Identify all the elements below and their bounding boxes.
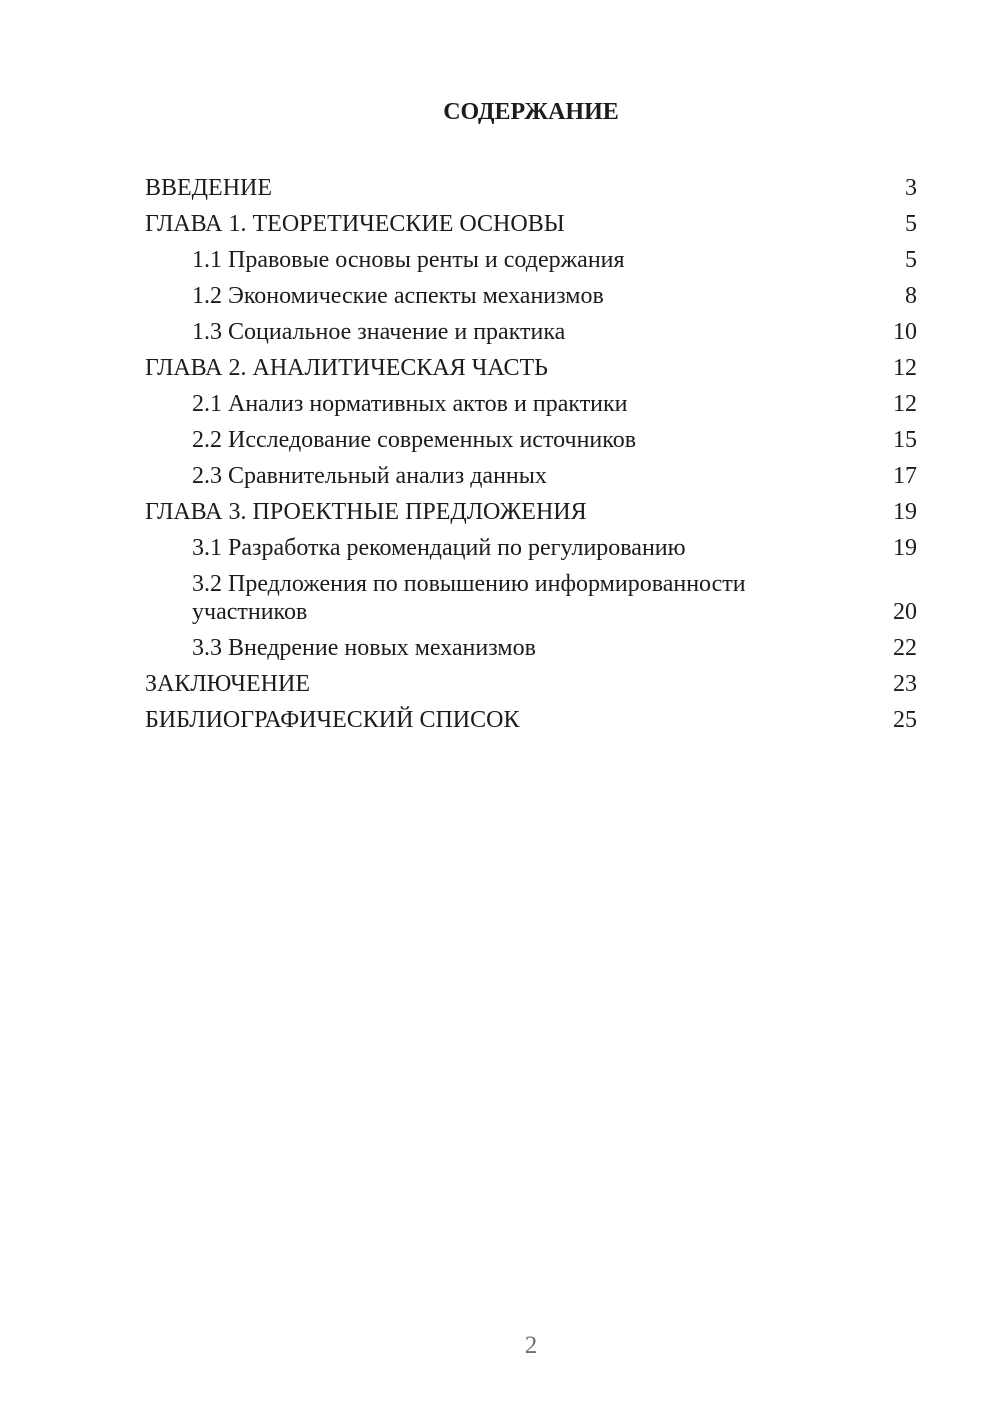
toc-entry-title: [192, 318, 565, 346]
toc-entry: [145, 318, 917, 346]
toc-entry-title: [145, 174, 272, 202]
toc-entry-text: 3.3 Внедрение новых механизмов: [192, 635, 536, 661]
toc-entry-page: 8: [905, 283, 917, 309]
toc-entry: [145, 634, 917, 662]
toc-entry-title: [192, 246, 625, 274]
toc-entry: [145, 354, 917, 382]
toc-entry-page: 17: [893, 463, 917, 489]
toc-entry-text: 2.3 Сравнительный анализ данных: [192, 463, 547, 489]
toc-entry-page: 5: [905, 247, 917, 273]
toc-entry: [145, 570, 917, 626]
toc-entry-text: 1.3 Социальное значение и практика: [192, 319, 566, 345]
toc-entry: [145, 498, 917, 526]
toc-entry: [145, 174, 917, 202]
toc-entry-page: 23: [893, 671, 917, 697]
toc-entry-page: 3: [905, 175, 917, 201]
toc-entry-text: 1.1 Правовые основы ренты и содержания: [192, 247, 625, 273]
toc-entry-title: [145, 210, 565, 238]
toc-entry-title: [145, 498, 587, 526]
toc-entry-text-line2: участников: [192, 599, 308, 625]
toc-entry-text: 2.2 Исследование современных источников: [192, 427, 637, 453]
toc-entry-title: [192, 282, 604, 310]
toc-entry-title: [192, 462, 547, 490]
toc-entry-page: 19: [893, 499, 917, 525]
toc-entry-page: 12: [893, 391, 917, 417]
toc-entry: [145, 210, 917, 238]
toc-entry-title: [145, 670, 310, 698]
page-content: [145, 98, 917, 742]
toc-entry-text: ГЛАВА 3. ПРОЕКТНЫЕ ПРЕДЛОЖЕНИЯ: [145, 499, 587, 525]
toc-entry-page: 15: [893, 427, 917, 453]
page-title: СОДЕРЖАНИЕ: [443, 99, 619, 125]
toc-entry: [145, 534, 917, 562]
toc-entry: [145, 282, 917, 310]
toc-entry-page: 25: [893, 707, 917, 733]
toc-entry-title: [145, 354, 548, 382]
toc-entry-text: 3.1 Разработка рекомендаций по регулированию: [192, 535, 686, 561]
toc-entry-text: ГЛАВА 2. АНАЛИТИЧЕСКАЯ ЧАСТЬ: [145, 355, 548, 381]
toc-entry-title: [145, 706, 519, 734]
toc-entry: [145, 390, 917, 418]
toc-entry-title: [192, 570, 746, 626]
table-of-contents: [145, 174, 917, 734]
toc-entry: [145, 706, 917, 734]
toc-entry-page: 20: [893, 599, 917, 625]
toc-entry-page: 10: [893, 319, 917, 345]
toc-entry-page: 5: [905, 211, 917, 237]
toc-entry-title: [192, 390, 628, 418]
toc-entry-title: [192, 634, 536, 662]
toc-entry-title: [192, 426, 636, 454]
toc-entry-text: ЗАКЛЮЧЕНИЕ: [145, 671, 310, 697]
toc-entry-text: 1.2 Экономические аспекты механизмов: [192, 283, 604, 309]
toc-entry: [145, 462, 917, 490]
toc-entry-text: 3.2 Предложения по повышению информированности: [192, 571, 746, 597]
toc-entry-page: 12: [893, 355, 917, 381]
toc-entry-title: [192, 534, 686, 562]
toc-entry: [145, 670, 917, 698]
page-number-footer: 2: [524, 1332, 538, 1359]
toc-entry: [145, 246, 917, 274]
toc-entry-text: 2.1 Анализ нормативных актов и практики: [192, 391, 628, 417]
toc-entry-page: 22: [893, 635, 917, 661]
toc-entry-text: БИБЛИОГРАФИЧЕСКИЙ СПИСОК: [145, 707, 520, 733]
toc-entry-page: 19: [893, 535, 917, 561]
toc-entry-text: ВВЕДЕНИЕ: [145, 175, 273, 201]
toc-entry: [145, 426, 917, 454]
toc-entry-text: ГЛАВА 1. ТЕОРЕТИЧЕСКИЕ ОСНОВЫ: [145, 211, 565, 237]
